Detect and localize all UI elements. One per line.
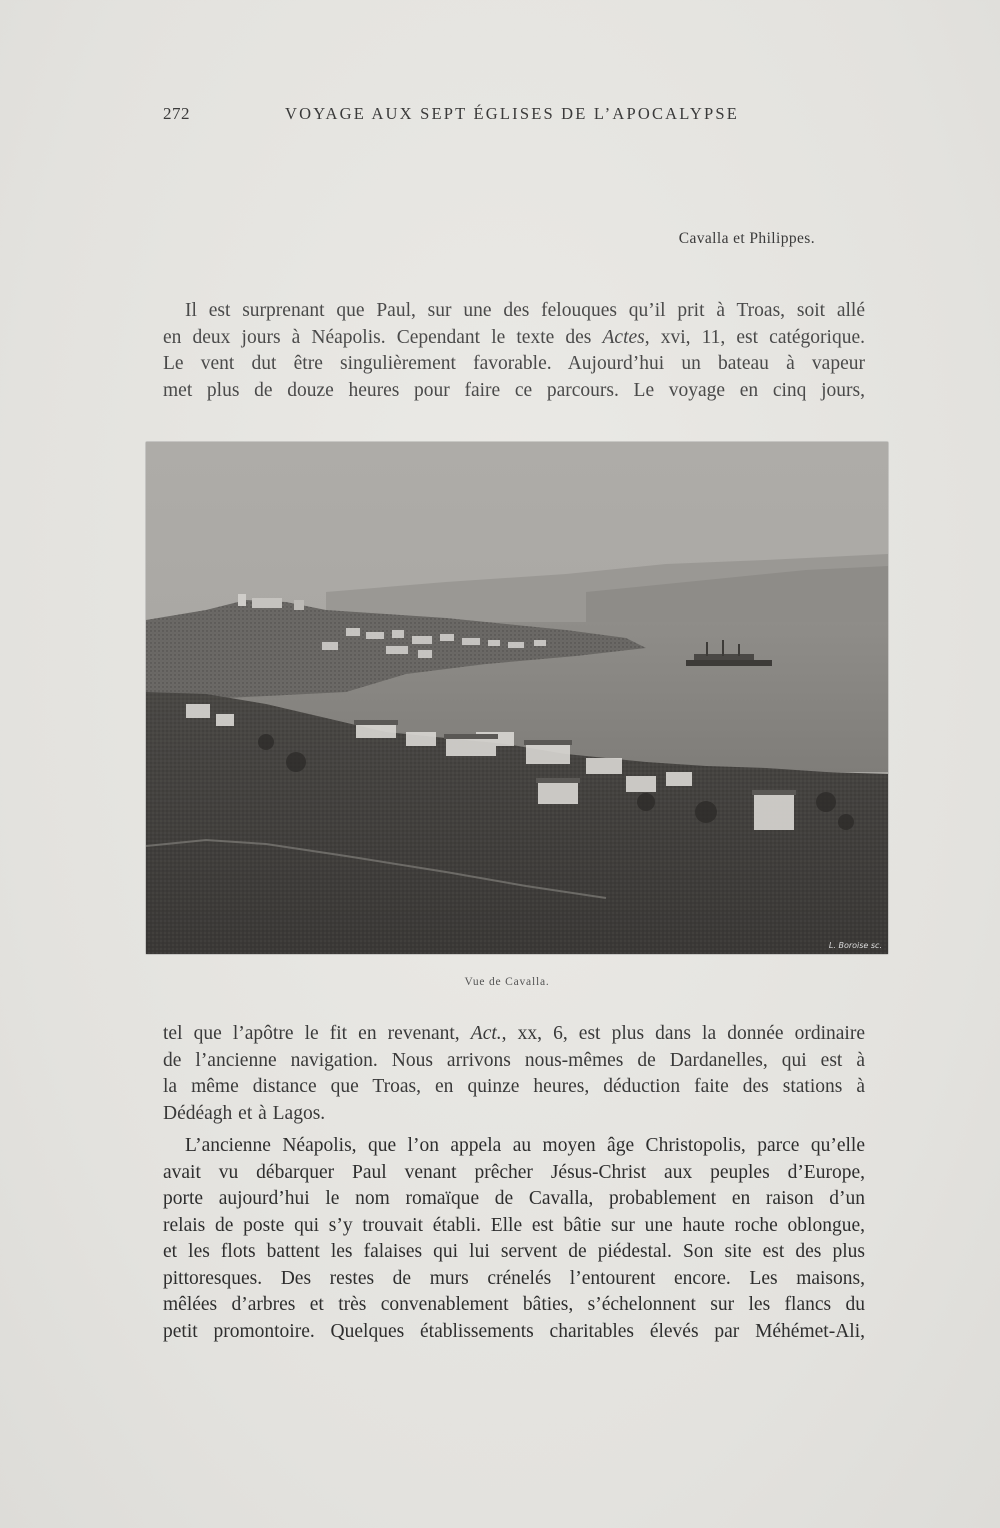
harbor-photo-illustration (146, 442, 888, 954)
text-line: pittoresques. Des restes de murs crénelés l’entourent encore. Les maisons, (163, 1267, 865, 1289)
text-line: porte aujourd’hui le nom romaïque de Cavalla, probablement en raison d’un (163, 1188, 865, 1209)
text-line (163, 325, 865, 352)
italic-reference: Actes (602, 326, 645, 348)
photograph-view-of-cavalla (146, 442, 888, 954)
text-line: Le vent dut être singulièrement favorable. Aujourd’hui un bateau à vapeur (163, 353, 865, 374)
text-line (163, 1021, 865, 1048)
running-title: VOYAGE AUX SEPT ÉGLISES DE L’APOCALYPSE (285, 104, 740, 123)
text-line: L’ancienne Néapolis, que l’on appela au moyen âge Christopolis, parce qu’elle (185, 1135, 865, 1156)
paragraph-3 (163, 1133, 865, 1345)
text-run: , xx, 6, est plus dans la donnée ordinaire (501, 1023, 865, 1044)
text-line: avait vu débarquer Paul venant prêcher Jésus-Christ aux peuples d’Europe, (163, 1161, 865, 1183)
text-line: petit promontoire. Quelques établissements charitables élevés par Méhémet-Ali, (163, 1320, 865, 1342)
text-line: de l’ancienne navigation. Nous arrivons nous-mêmes de Dardanelles, qui est à (163, 1049, 865, 1071)
text-line: met plus de douze heures pour faire ce parcours. Le voyage en cinq jours, (163, 379, 865, 401)
text-run: , xvi, 11, est catégorique. (644, 326, 865, 348)
figure-caption: Vue de Cavalla. (464, 976, 550, 988)
text-line: Dédéagh et à Lagos. (163, 1102, 326, 1124)
engraver-signature: L. Boroise sc. (828, 941, 882, 950)
text-line: et les flots battent les falaises qui lui servent de piédestal. Son site est des plus (163, 1241, 865, 1262)
text-line: mêlées d’arbres et très convenablement bâties, s’échelonnent sur les flancs du (163, 1294, 865, 1315)
paragraph-1 (163, 298, 865, 404)
page-number: 272 (163, 104, 190, 123)
paragraph-2 (163, 1021, 865, 1127)
running-head (163, 104, 863, 132)
text-line: la même distance que Troas, en quinze heures, déduction faite des stations à (163, 1076, 865, 1097)
text-line: relais de poste qui s’y trouvait établi. Elle est bâtie sur une haute roche oblongue, (163, 1214, 865, 1236)
italic-reference: Act. (470, 1023, 502, 1044)
text-line: Il est surprenant que Paul, sur une des felouques qu’il prit à Troas, soit allé (185, 300, 865, 321)
section-title: Cavalla et Philippes. (678, 230, 815, 247)
text-run: en deux jours à Néapolis. Cependant le texte des (163, 326, 603, 348)
text-run: tel que l’apôtre le fit en revenant, (163, 1023, 471, 1044)
